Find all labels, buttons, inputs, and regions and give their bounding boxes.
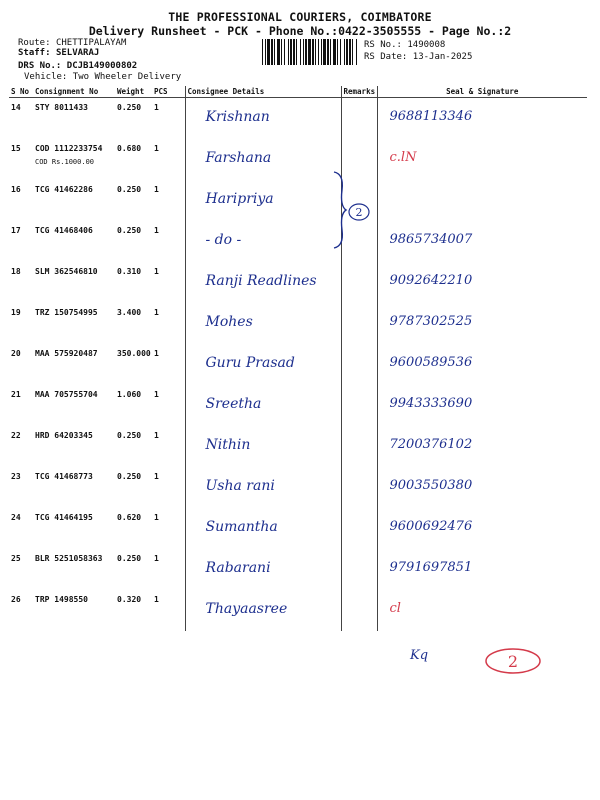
cell-pcs bbox=[152, 221, 185, 262]
page-circle-number: 2 bbox=[507, 652, 519, 671]
barcode-bar bbox=[346, 39, 348, 65]
col-remarks: Remarks bbox=[341, 86, 377, 98]
cell-weight-text: 0.250 bbox=[117, 472, 142, 481]
cell-consignment-no bbox=[33, 139, 115, 180]
cell-consignee bbox=[185, 139, 341, 180]
cell-consignment-no-text: MAA 575920487 bbox=[35, 349, 98, 358]
consignee-handwriting: Thayaasree bbox=[205, 601, 288, 617]
cell-pcs bbox=[152, 426, 185, 467]
cell-sno bbox=[9, 426, 33, 467]
signature-handwriting: 7200376102 bbox=[389, 437, 473, 452]
cell-remarks bbox=[341, 467, 377, 508]
consignee-handwriting: Mohes bbox=[205, 314, 253, 330]
barcode-bar bbox=[315, 39, 316, 65]
cell-weight bbox=[115, 590, 152, 631]
col-consignment-no: Consignment No bbox=[33, 86, 115, 98]
cell-sno bbox=[9, 590, 33, 631]
barcode-bar bbox=[303, 39, 304, 65]
vehicle-label: Vehicle: bbox=[24, 72, 68, 82]
cell-weight-text: 0.250 bbox=[117, 554, 142, 563]
consignee-handwriting: Sumantha bbox=[205, 519, 278, 535]
footer-initials-sign: Kq bbox=[410, 648, 429, 663]
cell-remarks bbox=[341, 303, 377, 344]
cell-pcs-text: 1 bbox=[154, 185, 159, 194]
table-row bbox=[9, 385, 587, 426]
cell-remarks bbox=[341, 549, 377, 590]
cell-signature bbox=[377, 385, 587, 426]
rs-date-line bbox=[364, 52, 472, 62]
table-header-row bbox=[9, 86, 587, 98]
cell-signature bbox=[377, 262, 587, 303]
cell-sno bbox=[9, 262, 33, 303]
cell-pcs-text: 1 bbox=[154, 226, 159, 235]
staff-line bbox=[18, 48, 99, 58]
cell-signature bbox=[377, 139, 587, 180]
barcode-bar bbox=[288, 39, 289, 65]
cell-weight bbox=[115, 139, 152, 180]
cell-consignee bbox=[185, 508, 341, 549]
cell-pcs bbox=[152, 98, 185, 140]
cod-amount: COD Rs.1000.00 bbox=[35, 158, 95, 166]
cell-consignment-no bbox=[33, 303, 115, 344]
cell-pcs-text: 1 bbox=[154, 554, 159, 563]
table-row bbox=[9, 98, 587, 140]
barcode-bar bbox=[337, 39, 338, 65]
cell-sno bbox=[9, 467, 33, 508]
barcode-bar bbox=[305, 39, 307, 65]
barcode-bar bbox=[284, 39, 285, 65]
barcode-bar bbox=[349, 39, 351, 65]
barcode-bar bbox=[262, 39, 263, 65]
cell-weight bbox=[115, 303, 152, 344]
staff-label: Staff: bbox=[18, 48, 51, 58]
cell-weight bbox=[115, 426, 152, 467]
barcode-bar bbox=[267, 39, 270, 65]
cell-sno-text: 17 bbox=[11, 226, 21, 235]
cell-consignment-no bbox=[33, 221, 115, 262]
vehicle-value: Two Wheeler Delivery bbox=[72, 72, 182, 82]
cell-pcs bbox=[152, 180, 185, 221]
rs-no-value: 1490008 bbox=[407, 40, 446, 50]
table-row bbox=[9, 467, 587, 508]
cell-sno-text: 19 bbox=[11, 308, 21, 317]
barcode-bar bbox=[296, 39, 297, 65]
cell-consignee bbox=[185, 344, 341, 385]
signature-handwriting: 9688113346 bbox=[389, 109, 473, 124]
consignee-handwriting: Haripriya bbox=[205, 191, 274, 207]
cell-sno-text: 20 bbox=[11, 349, 21, 358]
cell-consignee bbox=[185, 180, 341, 221]
signature-handwriting: 9600692476 bbox=[389, 519, 473, 534]
rs-no-line bbox=[364, 40, 445, 50]
table-row bbox=[9, 180, 587, 221]
signature-handwriting: 9600589536 bbox=[389, 355, 473, 370]
signature-handwriting: c.lN bbox=[389, 150, 417, 165]
cell-consignment-no bbox=[33, 590, 115, 631]
runsheet-subtitle: Delivery Runsheet - PCK - Phone No.:0422-3505555 - Page No.:2 bbox=[88, 24, 512, 38]
cell-sno bbox=[9, 385, 33, 426]
cell-weight bbox=[115, 467, 152, 508]
cell-pcs bbox=[152, 303, 185, 344]
cell-remarks bbox=[341, 98, 377, 140]
bracket-annotation bbox=[330, 170, 370, 250]
cell-consignment-no bbox=[33, 508, 115, 549]
drs-line bbox=[18, 61, 137, 71]
cell-pcs-text: 1 bbox=[154, 431, 159, 440]
cell-weight-text: 1.060 bbox=[117, 390, 142, 399]
cell-sno bbox=[9, 180, 33, 221]
cell-pcs-text: 1 bbox=[154, 595, 159, 604]
signature-handwriting: 9787302525 bbox=[389, 314, 473, 329]
cell-sno-text: 24 bbox=[11, 513, 21, 522]
cell-weight-text: 0.310 bbox=[117, 267, 142, 276]
cell-signature bbox=[377, 467, 587, 508]
barcode-bar bbox=[321, 39, 322, 65]
cell-sno bbox=[9, 549, 33, 590]
cell-consignee bbox=[185, 385, 341, 426]
consignee-handwriting: Sreetha bbox=[205, 396, 262, 412]
cell-weight bbox=[115, 180, 152, 221]
table-row bbox=[9, 344, 587, 385]
cell-consignment-no bbox=[33, 549, 115, 590]
consignee-handwriting: - do - bbox=[205, 232, 242, 248]
table-row bbox=[9, 590, 587, 631]
signature-handwriting: 9791697851 bbox=[389, 560, 473, 575]
cell-sno-text: 22 bbox=[11, 431, 21, 440]
cell-signature bbox=[377, 549, 587, 590]
cell-pcs-text: 1 bbox=[154, 349, 159, 358]
cell-pcs-text: 1 bbox=[154, 103, 159, 112]
table-row bbox=[9, 303, 587, 344]
cell-consignee bbox=[185, 590, 341, 631]
drs-label: DRS No.: bbox=[18, 61, 62, 71]
signature-handwriting: 9003550380 bbox=[389, 478, 473, 493]
cell-sno bbox=[9, 508, 33, 549]
cell-consignment-no-text: SLM 362546810 bbox=[35, 267, 98, 276]
signature-handwriting: 9092642210 bbox=[389, 273, 473, 288]
barcode-bar bbox=[344, 39, 345, 65]
cell-weight-text: 3.400 bbox=[117, 308, 142, 317]
cell-consignment-no-text: TCG 41464195 bbox=[35, 513, 93, 522]
cell-consignment-no bbox=[33, 262, 115, 303]
cell-sno-text: 14 bbox=[11, 103, 21, 112]
consignee-handwriting: Rabarani bbox=[205, 560, 271, 576]
runsheet-table bbox=[9, 86, 587, 631]
barcode-bar bbox=[274, 39, 275, 65]
cell-sno-text: 15 bbox=[11, 144, 21, 153]
cell-consignment-no bbox=[33, 467, 115, 508]
cell-weight-text: 0.250 bbox=[117, 431, 142, 440]
cell-pcs-text: 1 bbox=[154, 513, 159, 522]
barcode-bar bbox=[333, 39, 336, 65]
col-pcs: PCS bbox=[152, 86, 185, 98]
cell-pcs bbox=[152, 590, 185, 631]
company-title: THE PROFESSIONAL COURIERS, COIMBATORE bbox=[168, 10, 432, 24]
cell-consignment-no-text: TRP 1498550 bbox=[35, 595, 88, 604]
cell-signature bbox=[377, 98, 587, 140]
route-line bbox=[18, 38, 126, 48]
cell-consignee bbox=[185, 467, 341, 508]
barcode-bar bbox=[327, 39, 329, 65]
barcode-bar bbox=[265, 39, 266, 65]
cell-sno bbox=[9, 303, 33, 344]
cell-sno-text: 21 bbox=[11, 390, 21, 399]
cell-weight bbox=[115, 262, 152, 303]
cell-consignment-no-text: TRZ 150754995 bbox=[35, 308, 98, 317]
barcode-bar bbox=[293, 39, 295, 65]
barcode-bar bbox=[300, 39, 301, 65]
col-sno: S No bbox=[9, 86, 33, 98]
barcode-bar bbox=[352, 39, 353, 65]
cell-weight bbox=[115, 549, 152, 590]
cell-consignee bbox=[185, 98, 341, 140]
consignee-handwriting: Usha rani bbox=[205, 478, 275, 494]
cell-consignment-no-text: TCG 41468773 bbox=[35, 472, 93, 481]
cell-remarks bbox=[341, 590, 377, 631]
cell-weight-text: 350.000 bbox=[117, 349, 151, 358]
consignee-handwriting: Farshana bbox=[205, 150, 272, 166]
col-weight: Weight bbox=[115, 86, 152, 98]
barcode-bar bbox=[340, 39, 341, 65]
consignee-handwriting: Krishnan bbox=[205, 109, 270, 125]
cell-consignee bbox=[185, 426, 341, 467]
signature-handwriting: 9865734007 bbox=[389, 232, 473, 247]
barcode-bar bbox=[277, 39, 280, 65]
cell-consignment-no bbox=[33, 385, 115, 426]
cell-pcs bbox=[152, 262, 185, 303]
staff-value: SELVARAJ bbox=[55, 48, 100, 58]
cell-weight-text: 0.250 bbox=[117, 103, 142, 112]
signature-handwriting: 9943333690 bbox=[389, 396, 473, 411]
cell-consignee bbox=[185, 303, 341, 344]
barcode-bar bbox=[271, 39, 273, 65]
cell-pcs-text: 1 bbox=[154, 144, 159, 153]
barcode-bar bbox=[290, 39, 292, 65]
cell-pcs bbox=[152, 467, 185, 508]
cell-remarks bbox=[341, 262, 377, 303]
cell-signature bbox=[377, 303, 587, 344]
cell-sno-text: 18 bbox=[11, 267, 21, 276]
consignee-handwriting: Nithin bbox=[205, 437, 251, 453]
cell-weight bbox=[115, 98, 152, 140]
consignee-handwriting: Guru Prasad bbox=[205, 355, 295, 371]
cell-sno-text: 25 bbox=[11, 554, 21, 563]
table-row bbox=[9, 426, 587, 467]
route-label: Route: bbox=[18, 38, 51, 48]
barcode-bar bbox=[330, 39, 331, 65]
cell-consignment-no-text: HRD 64203345 bbox=[35, 431, 93, 440]
barcode-bar bbox=[308, 39, 311, 65]
cell-remarks bbox=[341, 508, 377, 549]
cell-consignment-no-text: TCG 41468406 bbox=[35, 226, 93, 235]
table-row bbox=[9, 221, 587, 262]
cell-signature bbox=[377, 590, 587, 631]
cell-sno bbox=[9, 221, 33, 262]
cell-remarks bbox=[341, 426, 377, 467]
signature-handwriting: cl bbox=[389, 601, 401, 616]
barcode-bar bbox=[312, 39, 314, 65]
cell-consignee bbox=[185, 221, 341, 262]
rs-date-value: 13-Jan-2025 bbox=[412, 52, 473, 62]
route-value: CHETTIPALAYAM bbox=[55, 38, 127, 48]
barcode-bar bbox=[281, 39, 282, 65]
rs-no-label: RS No.: bbox=[364, 40, 402, 50]
cell-weight bbox=[115, 385, 152, 426]
cell-signature bbox=[377, 508, 587, 549]
cell-weight-text: 0.250 bbox=[117, 226, 142, 235]
cell-consignment-no-text: BLR 5251058363 bbox=[35, 554, 103, 563]
cell-pcs-text: 1 bbox=[154, 308, 159, 317]
cell-pcs bbox=[152, 549, 185, 590]
cell-weight-text: 0.320 bbox=[117, 595, 142, 604]
cell-consignment-no-text: TCG 41462286 bbox=[35, 185, 93, 194]
cell-pcs bbox=[152, 385, 185, 426]
col-seal-signature: Seal & Signature bbox=[377, 86, 587, 98]
table-row bbox=[9, 549, 587, 590]
cell-signature bbox=[377, 221, 587, 262]
cell-consignment-no-text: MAA 705755704 bbox=[35, 390, 98, 399]
cell-sno-text: 23 bbox=[11, 472, 21, 481]
rs-date-label: RS Date: bbox=[364, 52, 408, 62]
cell-consignment-no bbox=[33, 344, 115, 385]
cell-consignment-no bbox=[33, 98, 115, 140]
cell-sno-text: 16 bbox=[11, 185, 21, 194]
barcode-bar bbox=[323, 39, 326, 65]
cell-pcs bbox=[152, 508, 185, 549]
barcode bbox=[262, 39, 358, 65]
cell-consignment-no bbox=[33, 180, 115, 221]
col-consignee-details: Consignee Details bbox=[185, 86, 341, 98]
cell-consignment-no bbox=[33, 426, 115, 467]
page-number-circle bbox=[484, 646, 542, 676]
consignee-handwriting: Ranji Readlines bbox=[205, 273, 317, 289]
cell-sno bbox=[9, 98, 33, 140]
cell-weight bbox=[115, 221, 152, 262]
cell-remarks bbox=[341, 385, 377, 426]
cell-weight bbox=[115, 344, 152, 385]
cell-signature bbox=[377, 344, 587, 385]
cell-consignment-no-text: STY 8011433 bbox=[35, 103, 88, 112]
cell-signature bbox=[377, 180, 587, 221]
cell-pcs-text: 1 bbox=[154, 390, 159, 399]
cell-weight-text: 0.620 bbox=[117, 513, 142, 522]
drs-value: DCJB149000802 bbox=[66, 61, 138, 71]
table-row bbox=[9, 262, 587, 303]
cell-consignee bbox=[185, 262, 341, 303]
cell-sno bbox=[9, 344, 33, 385]
table-row bbox=[9, 508, 587, 549]
cell-consignee bbox=[185, 549, 341, 590]
cell-remarks bbox=[341, 344, 377, 385]
cell-weight-text: 0.680 bbox=[117, 144, 142, 153]
cell-pcs bbox=[152, 344, 185, 385]
cell-sno bbox=[9, 139, 33, 180]
cell-weight-text: 0.250 bbox=[117, 185, 142, 194]
vehicle-line bbox=[24, 72, 181, 82]
cell-pcs-text: 1 bbox=[154, 472, 159, 481]
barcode-bar bbox=[318, 39, 319, 65]
cell-pcs-text: 1 bbox=[154, 267, 159, 276]
brace-number: 2 bbox=[355, 206, 363, 219]
cell-sno-text: 26 bbox=[11, 595, 21, 604]
table-row bbox=[9, 139, 587, 180]
cell-consignment-no-text: COD 1112233754 bbox=[35, 144, 103, 153]
cell-signature bbox=[377, 426, 587, 467]
cell-weight bbox=[115, 508, 152, 549]
barcode-bar bbox=[356, 39, 357, 65]
cell-pcs bbox=[152, 139, 185, 180]
